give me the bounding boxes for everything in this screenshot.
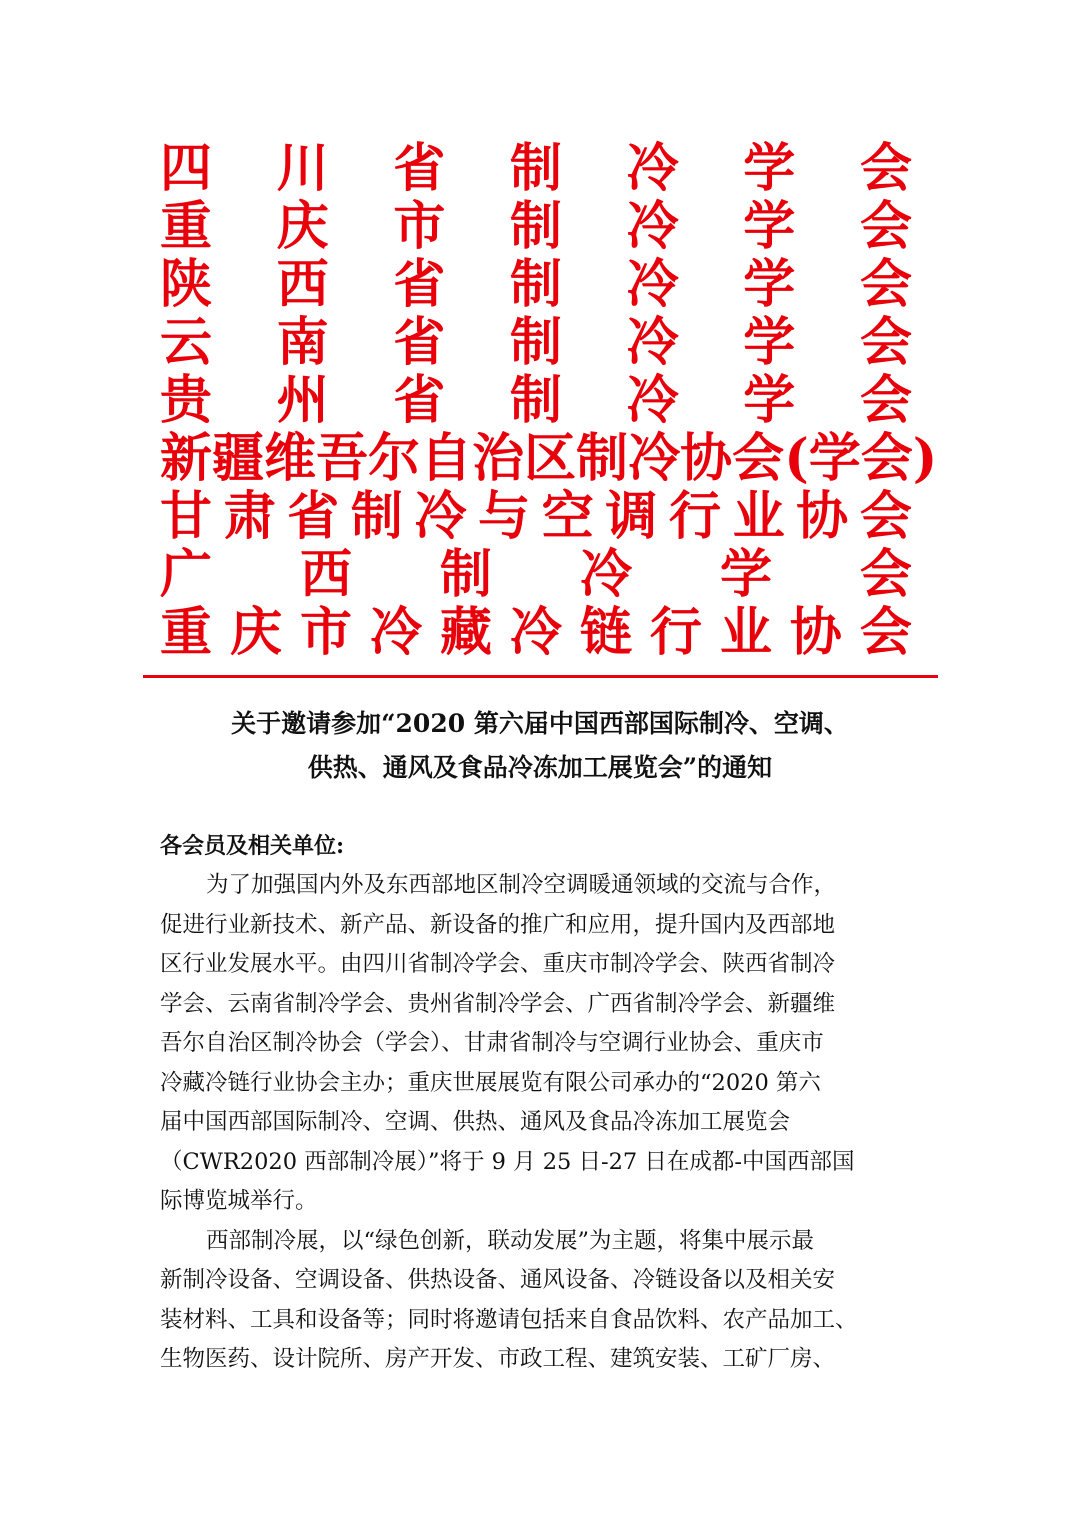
issuer-char: 省 [393, 370, 446, 431]
issuer-char: 会 [859, 138, 912, 199]
issuer-char: 会 [859, 370, 912, 431]
salutation: 各会员及相关单位: [160, 833, 345, 859]
issuer-name-line [160, 604, 912, 662]
issuer-char: 制 [576, 428, 629, 489]
issuer-char: 广 [160, 544, 213, 605]
issuer-char: 冷 [626, 138, 679, 199]
issuer-name-line [160, 488, 912, 546]
issuer-char: 制 [350, 486, 403, 547]
issuer-char: 省 [393, 138, 446, 199]
body-text-line: 装材料、工具和设备等；同时将邀请包括来自食品饮料、农产品加工、 [160, 1306, 858, 1333]
issuer-char: 会 [859, 486, 912, 547]
issuer-char: 协 [789, 602, 842, 663]
red-divider-line [143, 675, 938, 678]
issuer-char: 云 [160, 312, 213, 373]
issuer-char: 学 [743, 370, 796, 431]
issuer-char: 冷 [628, 428, 681, 489]
issuer-name-line [160, 140, 912, 198]
body-text-line: 届中国西部国际制冷、空调、供热、通风及食品冷冻加工展览会 [160, 1109, 791, 1135]
issuer-char: 省 [393, 312, 446, 373]
issuer-char: 冷 [626, 254, 679, 315]
issuer-name-line [160, 428, 938, 489]
issuer-char: 业 [719, 602, 772, 663]
notice-title [140, 702, 940, 790]
issuer-char: 会 [859, 602, 912, 663]
notice-body [160, 866, 912, 1380]
issuer-char: 制 [509, 254, 562, 315]
issuer-char: 行 [669, 486, 722, 547]
issuer-char: 制 [509, 138, 562, 199]
issuer-name-line [160, 198, 912, 256]
notice-title-line-2: 供热、通风及食品冷冻加工展览会”的通知 [307, 753, 773, 782]
body-text-line: 促进行业新技术、新产品、新设备的推广和应用，提升国内及西部地 [160, 911, 836, 938]
notice-title-line-1: 关于邀请参加“2020 第六届中国西部国际制冷、空调、 [231, 709, 849, 738]
issuer-char: 学 [743, 196, 796, 257]
issuer-char: 冷 [626, 370, 679, 431]
issuer-char: 会 [859, 312, 912, 373]
issuer-char: 冷 [626, 196, 679, 257]
issuer-char: 调 [605, 486, 658, 547]
issuer-char: 业 [732, 486, 785, 547]
issuer-char: 学 [743, 138, 796, 199]
issuer-char: 链 [579, 602, 632, 663]
issuer-char: 市 [299, 602, 352, 663]
issuer-char: 尔 [368, 428, 421, 489]
issuer-char: 维 [264, 428, 317, 489]
issuer-char: 会 [859, 544, 912, 605]
issuer-char: 区 [524, 428, 577, 489]
issuer-char: 西 [276, 254, 329, 315]
issuer-char: 肃 [223, 486, 276, 547]
body-text-line: 吾尔自治区制冷协会（学会）、甘肃省制冷与空调行业协会、重庆市 [160, 1030, 824, 1056]
issuer-name-line [160, 256, 912, 314]
issuer-char: 疆 [212, 428, 265, 489]
issuer-char: 庆 [229, 602, 282, 663]
issuer-char: 冷 [509, 602, 562, 663]
issuer-char: 学 [743, 254, 796, 315]
body-text-line: 新制冷设备、空调设备、供热设备、通风设备、冷链设备以及相关安 [160, 1267, 836, 1293]
issuer-char: 重 [160, 196, 213, 257]
issuer-letterhead [160, 138, 938, 663]
body-text-line: 区行业发展水平。由四川省制冷学会、重庆市制冷学会、陕西省制冷 [160, 951, 836, 977]
issuer-char: 学 [719, 544, 772, 605]
issuer-char: 会) [860, 428, 938, 489]
body-text-line: 为了加强国内外及东西部地区制冷空调暖通领域的交流与合作， [206, 872, 837, 898]
body-text-line: （CWR2020 西部制冷展）”将于 9 月 25 日-27 日在成都-中国西部国 [160, 1148, 855, 1175]
issuer-char: 与 [478, 486, 531, 547]
issuer-char: 治 [472, 428, 525, 489]
issuer-char: 冷 [579, 544, 632, 605]
issuer-char: 制 [509, 312, 562, 373]
body-text-line: 生物医药、设计院所、房产开发、市政工程、建筑安装、工矿厂房、 [160, 1346, 836, 1372]
issuer-char: 南 [276, 312, 329, 373]
issuer-char: 庆 [276, 196, 329, 257]
issuer-char: 重 [160, 602, 213, 663]
issuer-char: 会 [859, 196, 912, 257]
issuer-char: 冷 [369, 602, 422, 663]
body-text-line: 冷藏冷链行业协会主办；重庆世展展览有限公司承办的“2020 第六 [160, 1069, 821, 1096]
issuer-char: 川 [276, 138, 329, 199]
body-text-line: 西部制冷展，以“绿色创新，联动发展”为主题，将集中展示最 [206, 1227, 815, 1254]
issuer-char: 协 [796, 486, 849, 547]
issuer-char: 省 [287, 486, 340, 547]
issuer-char: 冷 [414, 486, 467, 547]
issuer-char: 会 [859, 254, 912, 315]
issuer-char: 藏 [439, 602, 492, 663]
issuer-char: 陕 [160, 254, 213, 315]
issuer-char: 空 [541, 486, 594, 547]
issuer-char: 制 [439, 544, 492, 605]
issuer-char: 制 [509, 370, 562, 431]
issuer-char: 会 [732, 428, 785, 489]
issuer-char: 州 [276, 370, 329, 431]
issuer-char: 协 [680, 428, 733, 489]
issuer-char: 制 [509, 196, 562, 257]
issuer-name-line [160, 372, 912, 430]
issuer-char: 行 [649, 602, 702, 663]
issuer-char: 新 [160, 428, 213, 489]
issuer-name-line [160, 546, 912, 604]
issuer-char: 贵 [160, 370, 213, 431]
issuer-char: (学 [784, 428, 861, 489]
issuer-char: 市 [393, 196, 446, 257]
issuer-char: 学 [743, 312, 796, 373]
issuer-char: 自 [420, 428, 473, 489]
issuer-char: 四 [160, 138, 213, 199]
issuer-char: 吾 [316, 428, 369, 489]
body-text-line: 际博览城举行。 [160, 1188, 318, 1214]
issuer-char: 省 [393, 254, 446, 315]
issuer-name-line [160, 314, 912, 372]
issuer-char: 甘 [160, 486, 213, 547]
issuer-char: 冷 [626, 312, 679, 373]
issuer-char: 西 [299, 544, 352, 605]
body-text-line: 学会、云南省制冷学会、贵州省制冷学会、广西省制冷学会、新疆维 [160, 990, 836, 1017]
